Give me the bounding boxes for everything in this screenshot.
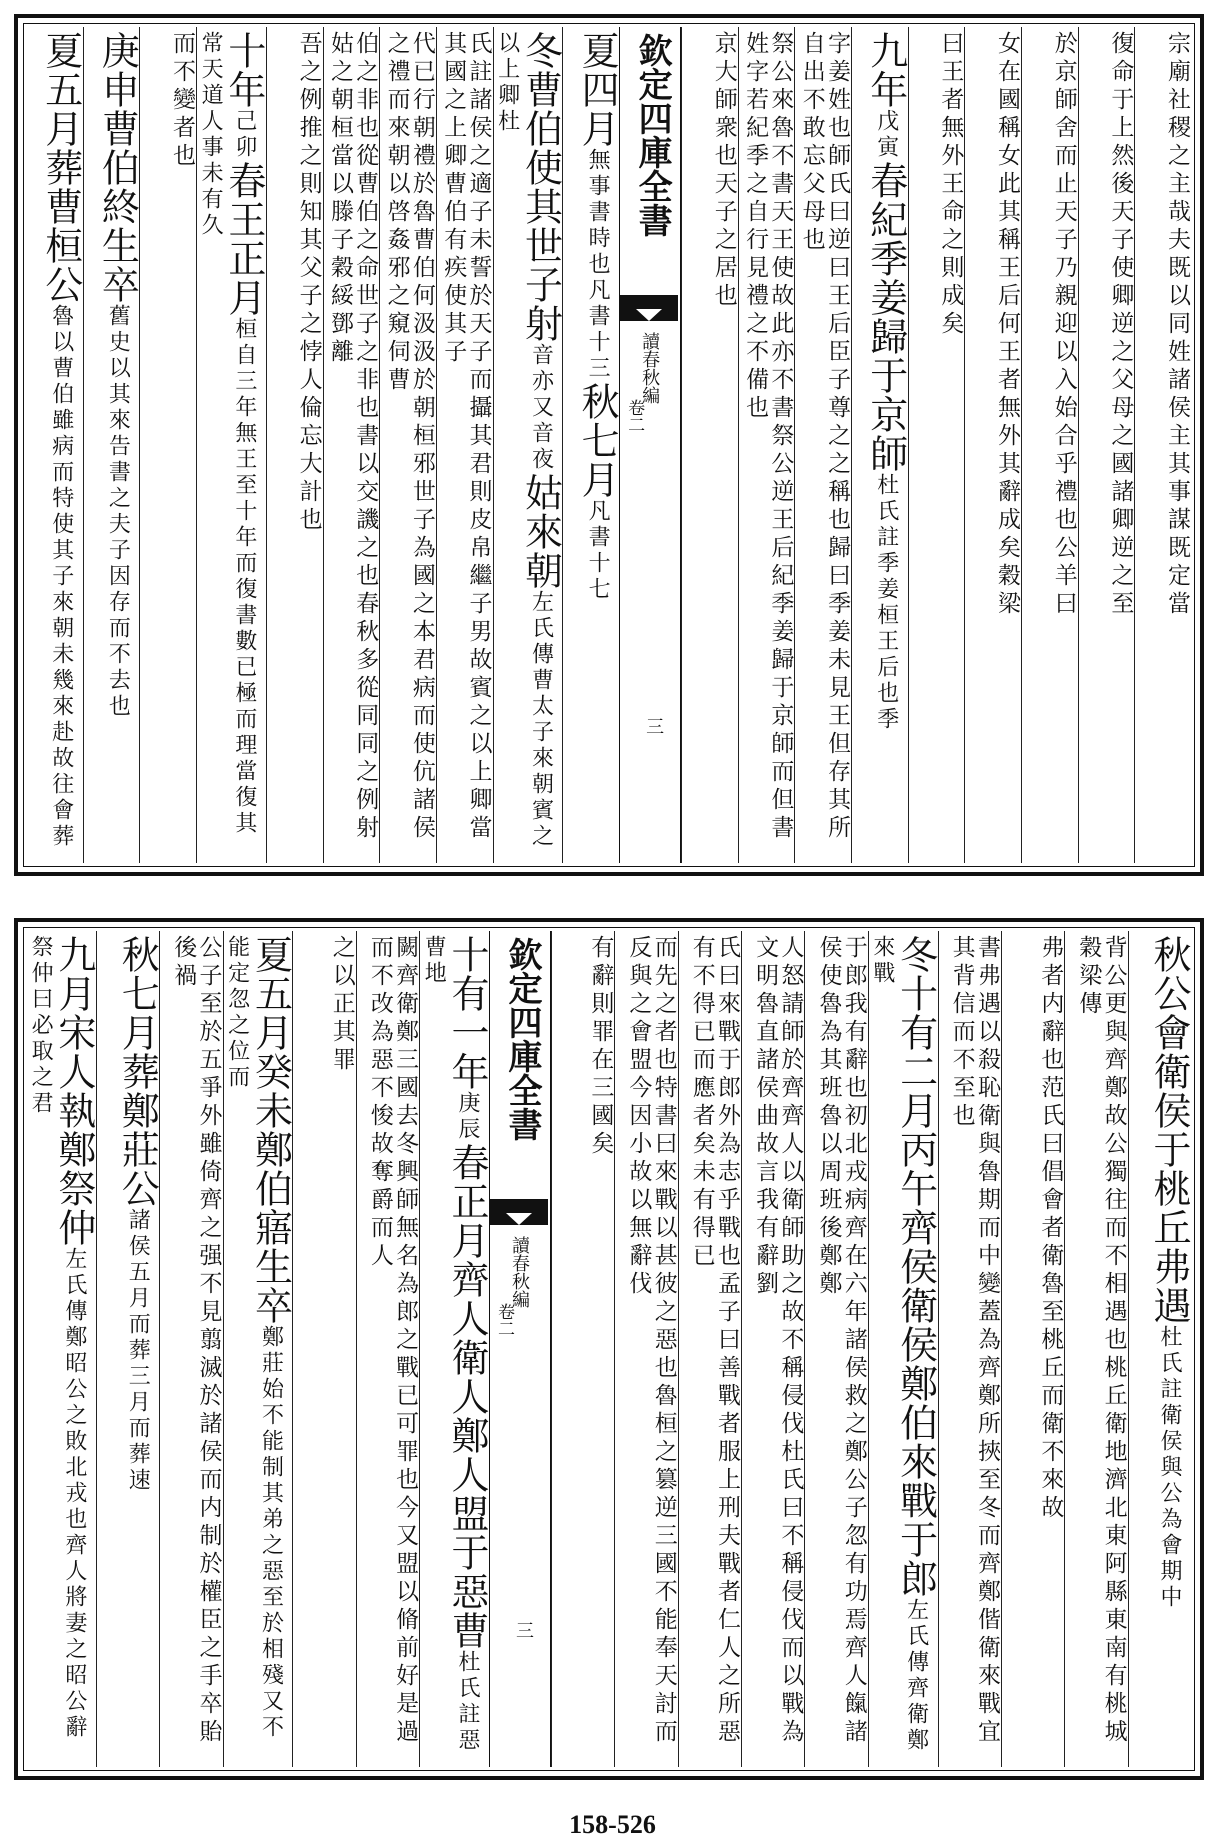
book-title: 欽定四庫全書 bbox=[632, 33, 673, 237]
commentary-text: 舊史以其來告書之夫子因存而不去也 bbox=[105, 304, 131, 720]
text-column bbox=[83, 27, 140, 863]
commentary-text: 氏註諸侯之適子未誓於天子而攝其君則皮帛繼子男故賓之以上卿當其國之上卿曹伯有疾使其子 bbox=[440, 31, 492, 843]
text-column bbox=[223, 931, 293, 1767]
page-number-footer: 158-526 bbox=[569, 1810, 656, 1839]
commentary-text: 戊寅 bbox=[873, 109, 899, 161]
center-margin bbox=[619, 27, 681, 863]
main-text: 九年 bbox=[863, 31, 908, 109]
main-text: 十有一年 bbox=[445, 935, 490, 1091]
main-text: 春紀季姜歸于京師 bbox=[863, 161, 908, 473]
commentary-text: 于郎我有辭也初北戎病齊在六年諸侯救之鄭公子忽有功焉齊人餼諸侯使魯為其班魯以周班後鄭鄭 bbox=[815, 935, 867, 1747]
work-title: 讀春秋編 bbox=[509, 1236, 531, 1308]
text-column bbox=[196, 27, 266, 863]
leaf-number: 三 bbox=[513, 1621, 535, 1639]
commentary-text: 諸侯五月而葬三月而葬速 bbox=[125, 1208, 151, 1494]
main-text: 春王正月 bbox=[221, 161, 266, 317]
text-column bbox=[139, 27, 196, 863]
text-column bbox=[436, 27, 493, 863]
volume-label: 卷二 bbox=[624, 399, 645, 433]
main-text: 冬十有二月丙午齊侯衛侯鄭伯來戰于郎 bbox=[893, 935, 938, 1598]
main-text: 十年 bbox=[221, 31, 266, 109]
commentary-text: 己卯 bbox=[231, 109, 257, 161]
commentary-text: 氏曰來戰于郎外為志乎戰也孟子曰善戰者服上刑夫戰者仁人之所惡有不得已而應者矣未有得已 bbox=[688, 935, 741, 1747]
text-column bbox=[323, 27, 380, 863]
commentary-text: 宗廟社稷之主哉夫既以同姓諸侯主其事謀既定當 bbox=[1164, 31, 1190, 619]
commentary-text: 曰王者無外王命之則成矣 bbox=[937, 31, 964, 339]
main-text: 庚申曹伯終生卒 bbox=[95, 31, 140, 304]
commentary-text: 有辭則罪在三國矣 bbox=[587, 935, 614, 1159]
text-column bbox=[794, 27, 851, 863]
commentary-text: 背公更與齊鄭故公獨往而不相遇也桃丘衛地濟北東阿縣東南有桃城穀梁傳 bbox=[1075, 935, 1127, 1747]
main-text: 夏五月癸未鄭伯寤生卒 bbox=[248, 935, 293, 1325]
text-column bbox=[266, 27, 323, 863]
commentary-text: 無事書時也凡書十三 bbox=[585, 148, 611, 382]
fish-tail-mark bbox=[620, 295, 678, 321]
main-text: 春正月齊人衛人鄭人盟于惡曹 bbox=[445, 1143, 490, 1650]
commentary-text: 復命于上然後天子使卿逆之父母之國諸卿逆之至 bbox=[1107, 31, 1134, 619]
main-text: 秋公會衛侯于桃丘弗遇 bbox=[1147, 935, 1191, 1325]
text-column bbox=[1001, 931, 1064, 1767]
text-column bbox=[292, 931, 355, 1767]
text-column bbox=[27, 27, 83, 863]
text-column bbox=[804, 931, 867, 1767]
volume-label: 卷二 bbox=[494, 1303, 515, 1337]
text-column bbox=[356, 931, 419, 1767]
commentary-text: 於京師舍而止天子乃親迎以入始合乎禮也公羊曰 bbox=[1050, 31, 1077, 619]
upper-columns bbox=[27, 27, 1191, 863]
lower-columns bbox=[27, 931, 1191, 1767]
commentary-text: 書弗遇以殺恥衛與魯期而中變蓋為齊鄭所挾至冬而齊鄭偕衛來戰宜其背信而不至也 bbox=[948, 935, 1000, 1747]
main-text: 九月宋人執鄭祭仲 bbox=[51, 935, 96, 1247]
commentary-text: 吾之例推之則知其父子之悖人倫忘大計也 bbox=[295, 31, 322, 535]
text-column bbox=[678, 931, 741, 1767]
text-column bbox=[614, 931, 677, 1767]
commentary-text: 弗者内辭也范氏曰倡會者衛魯至桃丘而衛不來故 bbox=[1037, 935, 1064, 1523]
commentary-text: 人怒請師於齊齊人以衛師助之故不稱侵伐杜氏曰不稱侵伐而以戰為文明魯直諸侯曲故言我有辭劉 bbox=[752, 935, 804, 1747]
book-title: 欽定四庫全書 bbox=[502, 937, 543, 1141]
text-column bbox=[159, 931, 222, 1767]
fish-tail-mark bbox=[490, 1199, 548, 1225]
text-column bbox=[1021, 27, 1078, 863]
work-title: 讀春秋編 bbox=[639, 332, 661, 404]
center-margin bbox=[489, 931, 551, 1767]
commentary-text: 魯以曹伯雖病而特使其子來朝未幾來赴故往會葬 bbox=[48, 304, 74, 850]
commentary-text: 伯之非也從曹伯之命世子之非也書以交譏之也春秋多從同同之例射姑之朝桓當以滕子穀綏鄧離 bbox=[326, 31, 379, 843]
text-column bbox=[964, 27, 1021, 863]
text-column bbox=[493, 27, 563, 863]
text-column bbox=[379, 27, 436, 863]
commentary-text: 鄭莊始不能制其弟之惡至於相殘又不能定忽之位而 bbox=[224, 935, 284, 1741]
text-column bbox=[681, 27, 738, 863]
text-column bbox=[419, 931, 489, 1767]
commentary-text: 公子至於五爭外雖倚齊之强不見翦滅於諸侯而内制於權臣之手卒貽後禍 bbox=[170, 935, 222, 1747]
text-column bbox=[741, 931, 804, 1767]
text-column bbox=[96, 931, 159, 1767]
text-column bbox=[738, 27, 795, 863]
commentary-text: 代已行朝禮於魯曹伯何汲汲於朝桓邪世子為國之本君病而使伉諸侯之禮而來朝以啓姦邪之窺伺曹 bbox=[383, 31, 435, 843]
text-column bbox=[1134, 27, 1191, 863]
commentary-text: 祭公來魯不書天王使故此亦不書祭公逆王后紀季姜歸于京師而但書姓字若紀季之自行見禮之不備也 bbox=[742, 31, 794, 843]
text-column bbox=[562, 27, 619, 863]
main-text: 夏四月 bbox=[575, 31, 620, 148]
text-column bbox=[851, 27, 908, 863]
commentary-text: 女在國稱女此其稱王后何王者無外其辭成矣穀梁 bbox=[994, 31, 1021, 619]
text-column bbox=[908, 27, 965, 863]
text-column bbox=[868, 931, 938, 1767]
commentary-text: 音亦又音夜 bbox=[528, 343, 554, 473]
text-column bbox=[551, 931, 614, 1767]
text-column bbox=[1064, 931, 1127, 1767]
commentary-text: 庚辰 bbox=[455, 1091, 481, 1143]
commentary-text: 之以正其罪 bbox=[328, 935, 355, 1075]
commentary-text: 京大師衆也天子之居也 bbox=[710, 31, 737, 311]
commentary-text: 左氏傳齊衛鄭來戰 bbox=[869, 935, 929, 1754]
text-column bbox=[1078, 27, 1135, 863]
commentary-text: 字姜姓也師氏曰逆曰王后臣子尊之之稱也歸曰季姜未見王但存其所自出不敢忘父母也 bbox=[798, 31, 851, 843]
commentary-text: 杜氏註衛侯與公為會期中 bbox=[1157, 1325, 1182, 1611]
main-text: 秋七月葬鄭莊公 bbox=[115, 935, 160, 1208]
commentary-text: 左氏傳曹太子來朝賓之以上卿杜 bbox=[494, 31, 554, 850]
text-column bbox=[938, 931, 1001, 1767]
leaf-number: 三 bbox=[643, 717, 665, 735]
upper-page bbox=[14, 14, 1204, 876]
main-text: 冬曹伯使其世子射 bbox=[518, 31, 563, 343]
lower-page bbox=[14, 918, 1204, 1780]
commentary-text: 凡書十七 bbox=[585, 499, 611, 603]
commentary-text: 杜氏註季姜桓王后也季 bbox=[873, 473, 899, 733]
commentary-text: 桓自三年無王至十年而復書數已極而理當復其常天道人事未有久 bbox=[198, 31, 257, 837]
commentary-text: 左氏傳鄭昭公之敗北戎也齊人將妻之昭公辭祭仲曰必取之君 bbox=[28, 935, 87, 1741]
text-column bbox=[1128, 931, 1191, 1767]
main-text: 姑來朝 bbox=[518, 473, 563, 590]
text-column bbox=[27, 931, 96, 1767]
main-text: 夏五月葬曹桓公 bbox=[38, 31, 83, 304]
commentary-text: 杜氏註惡曹地 bbox=[421, 935, 481, 1754]
commentary-text: 而不變者也 bbox=[169, 31, 196, 171]
commentary-text: 闕齊衛鄭三國去冬興師無名為郎之戰已可罪也今又盟以脩前好是過而不改為惡不悛故奪爵而人 bbox=[366, 935, 419, 1747]
main-text: 秋七月 bbox=[575, 382, 620, 499]
commentary-text: 而先之者也特書曰來戰以甚彼之惡也魯桓之篡逆三國不能奉天討而反與之會盟今因小故以無辭伐 bbox=[625, 935, 677, 1747]
